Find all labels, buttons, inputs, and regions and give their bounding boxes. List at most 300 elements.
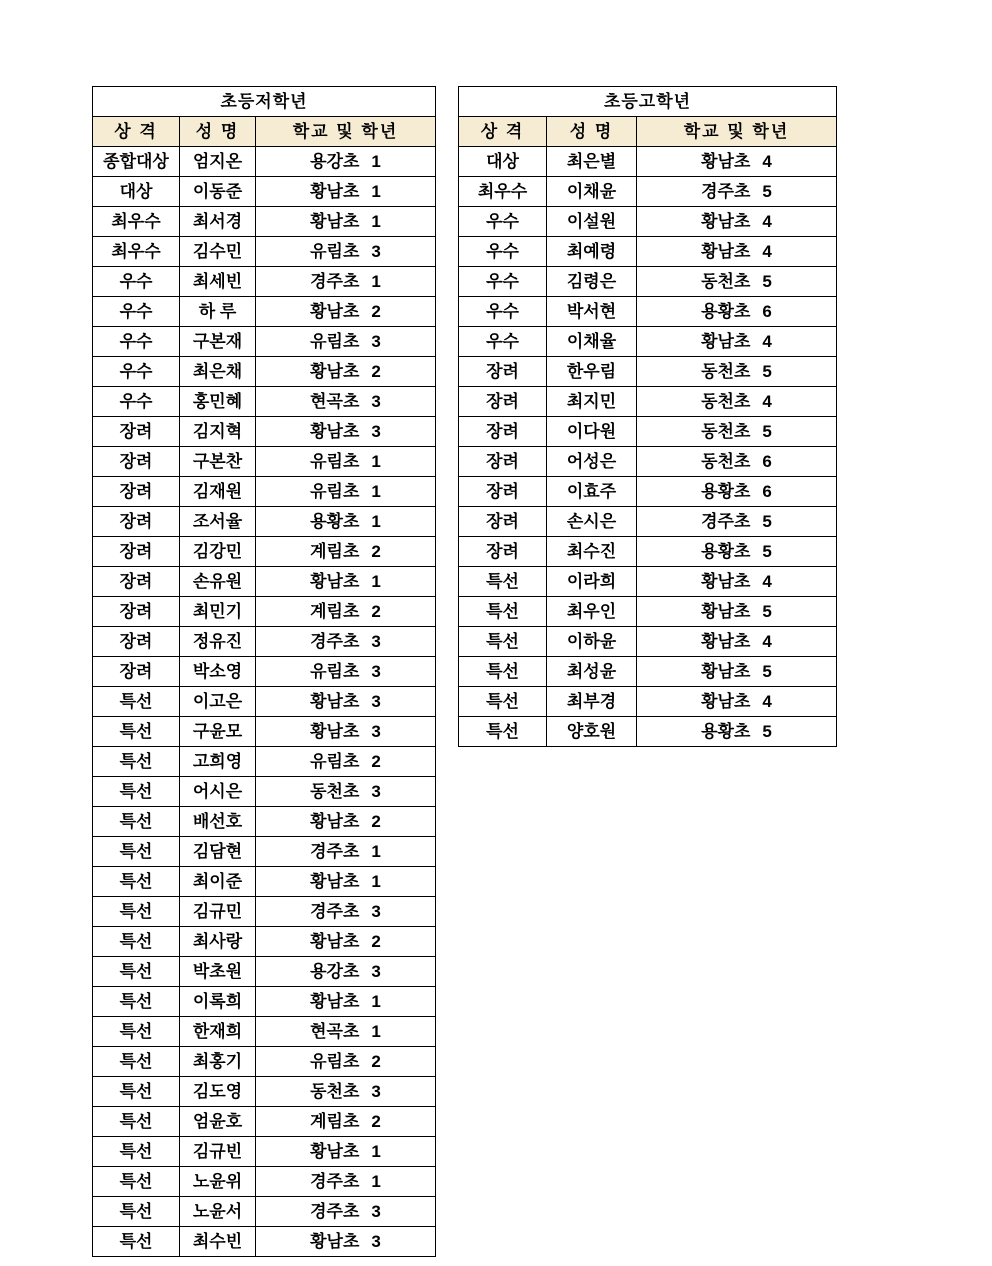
cell-award: 장려	[93, 507, 180, 537]
grade-number: 5	[762, 272, 772, 291]
cell-school-grade	[637, 597, 837, 627]
school-name: 황남초	[701, 632, 751, 651]
cell-school-grade	[637, 507, 837, 537]
cell-award: 장려	[459, 477, 547, 507]
grade-number: 5	[762, 362, 772, 381]
grade-number: 1	[371, 842, 381, 861]
cell-name: 노윤서	[180, 1197, 256, 1227]
school-name: 황남초	[310, 992, 360, 1011]
table-row	[93, 897, 436, 927]
table-row	[93, 1047, 436, 1077]
table-row	[93, 747, 436, 777]
grade-number: 3	[371, 722, 381, 741]
school-name: 현곡초	[310, 1022, 360, 1041]
cell-name: 양호원	[547, 717, 637, 747]
column-header-name: 성 명	[180, 117, 256, 147]
school-name: 유림초	[310, 662, 360, 681]
table-title: 초등저학년	[93, 87, 436, 117]
school-name: 동천초	[310, 1082, 360, 1101]
cell-award: 특선	[459, 717, 547, 747]
grade-number: 1	[371, 482, 381, 501]
cell-name: 이라희	[547, 567, 637, 597]
school-name: 황남초	[310, 362, 360, 381]
table-row	[93, 657, 436, 687]
table-row	[93, 447, 436, 477]
cell-name: 김도영	[180, 1077, 256, 1107]
school-name: 황남초	[310, 1232, 360, 1251]
grade-number: 2	[371, 302, 381, 321]
cell-award: 특선	[93, 1077, 180, 1107]
grade-number: 1	[371, 1142, 381, 1161]
grade-number: 2	[371, 1052, 381, 1071]
table-row	[93, 567, 436, 597]
table-title-row	[459, 87, 837, 117]
cell-name: 최사랑	[180, 927, 256, 957]
cell-award: 특선	[93, 1137, 180, 1167]
grade-number: 6	[762, 482, 772, 501]
school-name: 황남초	[701, 242, 751, 261]
table-row	[93, 987, 436, 1017]
grade-number: 5	[762, 722, 772, 741]
cell-name: 최민기	[180, 597, 256, 627]
cell-school-grade	[256, 687, 436, 717]
cell-school-grade	[256, 957, 436, 987]
cell-award: 우수	[459, 297, 547, 327]
cell-award: 특선	[93, 717, 180, 747]
grade-number: 2	[371, 542, 381, 561]
cell-award: 특선	[93, 1167, 180, 1197]
cell-name: 박소영	[180, 657, 256, 687]
cell-school-grade	[256, 417, 436, 447]
grade-number: 3	[371, 902, 381, 921]
cell-award: 우수	[459, 267, 547, 297]
table-row	[93, 1137, 436, 1167]
cell-award: 우수	[93, 357, 180, 387]
table-row	[459, 237, 837, 267]
cell-award: 장려	[459, 387, 547, 417]
cell-award: 특선	[93, 747, 180, 777]
cell-name: 최이준	[180, 867, 256, 897]
school-name: 계림초	[310, 1112, 360, 1131]
cell-school-grade	[256, 807, 436, 837]
cell-name: 홍민혜	[180, 387, 256, 417]
school-name: 유림초	[310, 332, 360, 351]
grade-number: 1	[371, 872, 381, 891]
cell-school-grade	[256, 147, 436, 177]
cell-school-grade	[256, 1167, 436, 1197]
cell-name: 김규민	[180, 897, 256, 927]
cell-name: 최예령	[547, 237, 637, 267]
table-row	[93, 327, 436, 357]
cell-school-grade	[256, 207, 436, 237]
cell-award: 장려	[93, 627, 180, 657]
table-row	[459, 297, 837, 327]
grade-number: 4	[762, 212, 772, 231]
school-name: 용황초	[701, 302, 751, 321]
cell-name: 최수진	[547, 537, 637, 567]
school-name: 경주초	[310, 1202, 360, 1221]
school-name: 황남초	[310, 1142, 360, 1161]
cell-school-grade	[637, 537, 837, 567]
cell-name: 김수민	[180, 237, 256, 267]
table-row	[93, 537, 436, 567]
cell-award: 특선	[93, 1047, 180, 1077]
table-title-row	[93, 87, 436, 117]
cell-name: 한우림	[547, 357, 637, 387]
cell-award: 특선	[93, 687, 180, 717]
cell-school-grade	[256, 1197, 436, 1227]
school-name: 경주초	[310, 842, 360, 861]
cell-school-grade	[637, 657, 837, 687]
grade-number: 3	[371, 332, 381, 351]
grade-number: 1	[371, 152, 381, 171]
school-name: 용황초	[310, 512, 360, 531]
cell-name: 손유원	[180, 567, 256, 597]
school-name: 동천초	[701, 422, 751, 441]
table-row	[93, 957, 436, 987]
table-body-lower-elementary	[93, 147, 436, 1257]
cell-school-grade	[256, 1137, 436, 1167]
table-row	[93, 1167, 436, 1197]
cell-award: 대상	[93, 177, 180, 207]
cell-award: 특선	[93, 1107, 180, 1137]
cell-name: 구본찬	[180, 447, 256, 477]
cell-name: 최홍기	[180, 1047, 256, 1077]
cell-award: 우수	[459, 237, 547, 267]
grade-number: 6	[762, 452, 772, 471]
table-row	[93, 1077, 436, 1107]
school-name: 용황초	[701, 722, 751, 741]
cell-award: 종합대상	[93, 147, 180, 177]
table-row	[93, 777, 436, 807]
grade-number: 5	[762, 602, 772, 621]
cell-award: 특선	[93, 867, 180, 897]
table-row	[459, 387, 837, 417]
cell-award: 특선	[93, 927, 180, 957]
school-name: 용강초	[310, 152, 360, 171]
column-header-award: 상 격	[93, 117, 180, 147]
cell-school-grade	[637, 147, 837, 177]
school-name: 황남초	[701, 692, 751, 711]
school-name: 황남초	[310, 182, 360, 201]
cell-award: 특선	[93, 1197, 180, 1227]
cell-school-grade	[637, 267, 837, 297]
table-row	[459, 687, 837, 717]
column-header-name: 성 명	[547, 117, 637, 147]
grade-number: 3	[371, 632, 381, 651]
cell-award: 우수	[93, 327, 180, 357]
cell-name: 조서율	[180, 507, 256, 537]
cell-award: 장려	[459, 417, 547, 447]
cell-school-grade	[256, 297, 436, 327]
cell-school-grade	[256, 327, 436, 357]
school-name: 용강초	[310, 962, 360, 981]
table-header-row	[93, 117, 436, 147]
table-row	[93, 1107, 436, 1137]
school-name: 유림초	[310, 1052, 360, 1071]
school-name: 황남초	[310, 422, 360, 441]
table-row	[93, 297, 436, 327]
cell-school-grade	[256, 657, 436, 687]
cell-name: 이동준	[180, 177, 256, 207]
table-row	[93, 477, 436, 507]
cell-name: 최부경	[547, 687, 637, 717]
cell-school-grade	[256, 627, 436, 657]
cell-name: 김재원	[180, 477, 256, 507]
school-name: 경주초	[310, 272, 360, 291]
grade-number: 1	[371, 452, 381, 471]
grade-number: 1	[371, 182, 381, 201]
table-row	[459, 147, 837, 177]
table-row	[93, 417, 436, 447]
grade-number: 4	[762, 692, 772, 711]
cell-name: 박초원	[180, 957, 256, 987]
grade-number: 3	[371, 782, 381, 801]
cell-school-grade	[637, 237, 837, 267]
table-row	[459, 627, 837, 657]
table-row	[459, 597, 837, 627]
school-name: 동천초	[701, 452, 751, 471]
grade-number: 2	[371, 752, 381, 771]
cell-school-grade	[637, 177, 837, 207]
school-name: 동천초	[310, 782, 360, 801]
school-name: 황남초	[310, 212, 360, 231]
cell-name: 최지민	[547, 387, 637, 417]
cell-school-grade	[256, 357, 436, 387]
table-row	[459, 507, 837, 537]
cell-award: 최우수	[93, 207, 180, 237]
cell-school-grade	[637, 567, 837, 597]
school-name: 경주초	[701, 182, 751, 201]
cell-school-grade	[256, 867, 436, 897]
table-row	[93, 237, 436, 267]
grade-number: 5	[762, 182, 772, 201]
cell-award: 특선	[93, 1017, 180, 1047]
grade-number: 6	[762, 302, 772, 321]
grade-number: 1	[371, 572, 381, 591]
school-name: 황남초	[701, 602, 751, 621]
grade-number: 2	[371, 932, 381, 951]
cell-award: 우수	[93, 297, 180, 327]
grade-number: 3	[371, 242, 381, 261]
cell-school-grade	[256, 927, 436, 957]
cell-award: 특선	[93, 837, 180, 867]
cell-award: 장려	[93, 447, 180, 477]
grade-number: 5	[762, 662, 772, 681]
grade-number: 2	[371, 812, 381, 831]
school-name: 황남초	[701, 662, 751, 681]
cell-award: 특선	[459, 687, 547, 717]
grade-number: 1	[371, 992, 381, 1011]
school-name: 황남초	[310, 692, 360, 711]
cell-award: 특선	[93, 957, 180, 987]
cell-school-grade	[637, 627, 837, 657]
school-name: 경주초	[310, 902, 360, 921]
grade-number: 3	[371, 392, 381, 411]
grade-number: 1	[371, 1022, 381, 1041]
school-name: 현곡초	[310, 392, 360, 411]
cell-name: 이채율	[547, 327, 637, 357]
grade-number: 3	[371, 422, 381, 441]
school-name: 황남초	[310, 302, 360, 321]
cell-name: 엄윤호	[180, 1107, 256, 1137]
grade-number: 3	[371, 1202, 381, 1221]
cell-name: 엄지온	[180, 147, 256, 177]
award-table-upper-elementary	[458, 86, 837, 747]
cell-school-grade	[637, 207, 837, 237]
cell-name: 노윤위	[180, 1167, 256, 1197]
cell-school-grade	[256, 237, 436, 267]
grade-number: 4	[762, 242, 772, 261]
column-header-school-grade: 학교 및 학년	[256, 117, 436, 147]
cell-school-grade	[256, 177, 436, 207]
cell-award: 특선	[93, 777, 180, 807]
table-row	[93, 387, 436, 417]
school-name: 용황초	[701, 542, 751, 561]
cell-award: 최우수	[459, 177, 547, 207]
cell-award: 특선	[93, 807, 180, 837]
cell-award: 장려	[459, 357, 547, 387]
table-row	[459, 657, 837, 687]
cell-school-grade	[256, 987, 436, 1017]
cell-school-grade	[637, 327, 837, 357]
cell-name: 어시은	[180, 777, 256, 807]
cell-name: 정유진	[180, 627, 256, 657]
cell-name: 이채윤	[547, 177, 637, 207]
school-name: 황남초	[310, 722, 360, 741]
cell-award: 장려	[93, 417, 180, 447]
cell-award: 특선	[459, 657, 547, 687]
grade-number: 4	[762, 572, 772, 591]
cell-school-grade	[256, 387, 436, 417]
cell-name: 어성은	[547, 447, 637, 477]
school-name: 유림초	[310, 452, 360, 471]
school-name: 동천초	[701, 392, 751, 411]
cell-school-grade	[637, 717, 837, 747]
cell-award: 특선	[93, 1227, 180, 1257]
cell-name: 배선호	[180, 807, 256, 837]
cell-name: 김담현	[180, 837, 256, 867]
school-name: 계림초	[310, 542, 360, 561]
cell-name: 고희영	[180, 747, 256, 777]
table-row	[459, 207, 837, 237]
cell-school-grade	[256, 777, 436, 807]
cell-award: 장려	[93, 657, 180, 687]
cell-school-grade	[256, 747, 436, 777]
cell-name: 한재희	[180, 1017, 256, 1047]
school-name: 용황초	[701, 482, 751, 501]
cell-school-grade	[256, 447, 436, 477]
grade-number: 4	[762, 152, 772, 171]
table-row	[93, 1017, 436, 1047]
cell-name: 이효주	[547, 477, 637, 507]
table-row	[459, 357, 837, 387]
cell-name: 최성윤	[547, 657, 637, 687]
award-table-lower-elementary	[92, 86, 436, 1257]
grade-number: 3	[371, 662, 381, 681]
table-row	[93, 507, 436, 537]
grade-number: 3	[371, 692, 381, 711]
cell-school-grade	[256, 1077, 436, 1107]
table-row	[459, 477, 837, 507]
cell-award: 대상	[459, 147, 547, 177]
table-row	[93, 837, 436, 867]
cell-award: 특선	[459, 567, 547, 597]
table-row	[93, 177, 436, 207]
table-row	[93, 927, 436, 957]
grade-number: 5	[762, 512, 772, 531]
cell-award: 장려	[93, 597, 180, 627]
school-name: 경주초	[310, 1172, 360, 1191]
cell-name: 구본재	[180, 327, 256, 357]
table-row	[459, 567, 837, 597]
table-row	[93, 207, 436, 237]
cell-name: 박서현	[547, 297, 637, 327]
cell-school-grade	[637, 477, 837, 507]
school-name: 황남초	[310, 812, 360, 831]
table-row	[459, 177, 837, 207]
table-row	[93, 357, 436, 387]
cell-school-grade	[256, 837, 436, 867]
cell-award: 특선	[93, 987, 180, 1017]
school-name: 황남초	[701, 572, 751, 591]
table-row	[93, 147, 436, 177]
grade-number: 4	[762, 392, 772, 411]
cell-award: 장려	[459, 447, 547, 477]
column-header-school-grade: 학교 및 학년	[637, 117, 837, 147]
cell-award: 우수	[459, 207, 547, 237]
cell-name: 김령은	[547, 267, 637, 297]
cell-school-grade	[256, 717, 436, 747]
cell-name: 최서경	[180, 207, 256, 237]
cell-award: 우수	[93, 267, 180, 297]
cell-school-grade	[637, 447, 837, 477]
school-name: 계림초	[310, 602, 360, 621]
cell-award: 특선	[459, 627, 547, 657]
grade-number: 1	[371, 512, 381, 531]
table-header-row	[459, 117, 837, 147]
cell-school-grade	[637, 417, 837, 447]
grade-number: 3	[371, 1232, 381, 1251]
school-name: 경주초	[701, 512, 751, 531]
grade-number: 4	[762, 332, 772, 351]
table-row	[93, 717, 436, 747]
cell-name: 이고은	[180, 687, 256, 717]
grade-number: 3	[371, 962, 381, 981]
cell-school-grade	[256, 537, 436, 567]
table-row	[93, 1197, 436, 1227]
school-name: 황남초	[701, 212, 751, 231]
school-name: 황남초	[310, 932, 360, 951]
cell-school-grade	[256, 477, 436, 507]
grade-number: 3	[371, 1082, 381, 1101]
school-name: 동천초	[701, 362, 751, 381]
cell-name: 최세빈	[180, 267, 256, 297]
table-row	[93, 867, 436, 897]
table-row	[93, 267, 436, 297]
cell-school-grade	[256, 507, 436, 537]
cell-school-grade	[256, 1227, 436, 1257]
cell-school-grade	[256, 267, 436, 297]
table-row	[93, 627, 436, 657]
school-name: 황남초	[310, 572, 360, 591]
grade-number: 1	[371, 1172, 381, 1191]
cell-school-grade	[637, 387, 837, 417]
cell-award: 장려	[459, 537, 547, 567]
cell-name: 구윤모	[180, 717, 256, 747]
cell-school-grade	[256, 1107, 436, 1137]
table-row	[459, 327, 837, 357]
